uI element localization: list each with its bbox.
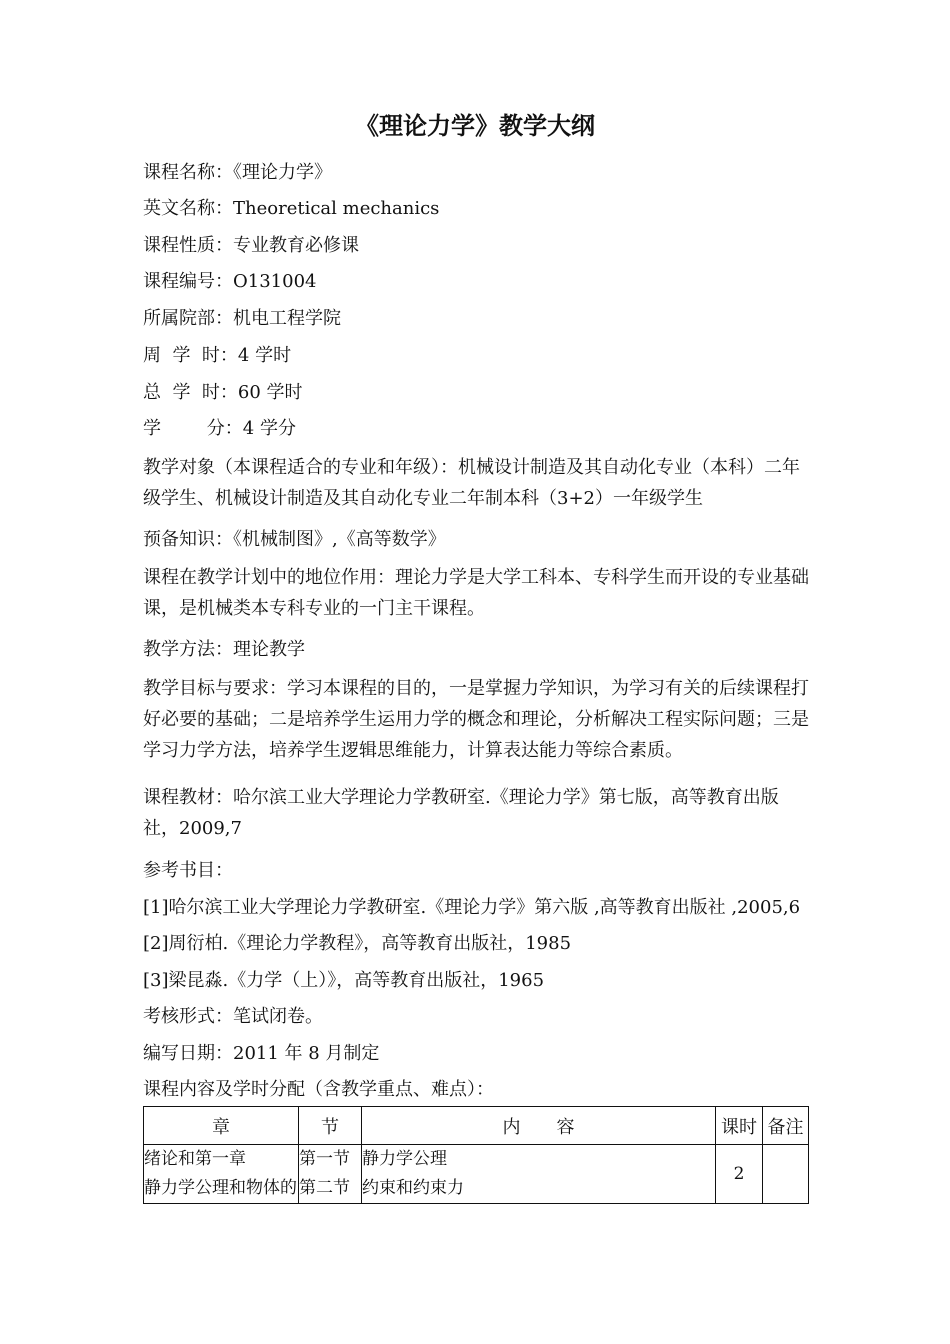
- header-content: 内 容: [362, 1107, 716, 1145]
- field-label: 课程编号：: [143, 271, 233, 292]
- reference-item: [2]周衍柏.《理论力学教程》，高等教育出版社，1985: [143, 933, 572, 954]
- field-value: 《理论力学》: [233, 162, 332, 183]
- weekly-hours-field: [143, 338, 291, 374]
- field-label: 周 学 时：: [143, 345, 238, 366]
- reference-item: [3]梁昆淼.《力学（上）》，高等教育出版社，1965: [143, 970, 545, 991]
- table-row: [144, 1145, 809, 1204]
- total-hours-field: [143, 375, 303, 411]
- section-line: 第二节: [299, 1178, 350, 1198]
- textbook: 课程教材：哈尔滨工业大学理论力学教研室.《理论力学》第七版，高等教育出版社，2009,7: [143, 787, 779, 839]
- chapter-line: 绪论和第一章: [144, 1149, 246, 1169]
- course-name-field: [143, 155, 332, 191]
- course-code-field: [143, 264, 316, 300]
- prerequisites: 预备知识：《机械制图》,《高等数学》: [143, 529, 446, 550]
- field-value: 4 学分: [242, 418, 296, 439]
- field-value: 60 学时: [237, 382, 303, 403]
- field-value: O131004: [233, 271, 317, 292]
- teaching-goals: 教学目标与要求：学习本课程的目的，一是掌握力学知识，为学习有关的后续课程打好必要的基础；二是培养学生运用力学的概念和理论，分析解决工程实际问题；三是学习力学方法，培养学生逻辑思维能力，计算表达能力等综合素质。: [143, 678, 809, 761]
- content-cell: [362, 1145, 716, 1204]
- field-value: 4 学时: [237, 345, 292, 366]
- document-title: 《理论力学》教学大纲: [355, 111, 595, 140]
- field-label: 课程性质：: [143, 235, 233, 256]
- content-line: 静力学公理: [362, 1149, 447, 1169]
- field-value: 机电工程学院: [233, 308, 341, 329]
- header-notes: 备注: [763, 1107, 809, 1145]
- reference-item: [1]哈尔滨工业大学理论力学教研室.《理论力学》第六版 ,高等教育出版社 ,2005,6: [143, 897, 801, 918]
- field-label: 英文名称：: [143, 198, 233, 219]
- department-field: [143, 301, 341, 337]
- hours-cell: 2: [716, 1145, 763, 1204]
- course-content-table: [143, 1106, 809, 1204]
- references-heading: 参考书目：: [143, 860, 233, 881]
- course-role: 课程在教学计划中的地位作用：理论力学是大学工科本、专科学生而开设的专业基础课，是机械类本专科专业的一门主干课程。: [143, 567, 809, 619]
- course-nature-field: [143, 228, 359, 264]
- english-name-field: [143, 191, 439, 227]
- field-label: 所属院部：: [143, 308, 233, 329]
- chapter-line: 静力学公理和物体的: [144, 1178, 297, 1198]
- table-caption: 课程内容及学时分配（含教学重点、难点）：: [143, 1079, 494, 1100]
- section-line: 第一节: [299, 1149, 350, 1169]
- teaching-method: 教学方法：理论教学: [143, 639, 305, 660]
- field-label: 总 学 时：: [143, 382, 238, 403]
- header-section: 节: [299, 1107, 362, 1145]
- assessment-form: 考核形式：笔试闭卷。: [143, 1006, 323, 1027]
- content-line: 约束和约束力: [362, 1178, 464, 1198]
- header-hours: 课时: [716, 1107, 763, 1145]
- chapter-cell: [144, 1145, 299, 1204]
- header-chapter: 章: [144, 1107, 299, 1145]
- credits-field: [143, 411, 296, 447]
- table-header-row: [144, 1107, 809, 1145]
- notes-cell: [763, 1145, 809, 1204]
- section-cell: [299, 1145, 362, 1204]
- compile-date: 编写日期：2011 年 8 月制定: [143, 1043, 380, 1064]
- field-label: 学 分：: [143, 418, 243, 439]
- field-value: 专业教育必修课: [233, 235, 359, 256]
- target-students: 教学对象（本课程适合的专业和年级）：机械设计制造及其自动化专业（本科）二年级学生、机械设计制造及其自动化专业二年制本科（3+2）一年级学生: [143, 457, 800, 509]
- field-label: 课程名称：: [143, 162, 233, 183]
- field-value: Theoretical mechanics: [233, 198, 440, 219]
